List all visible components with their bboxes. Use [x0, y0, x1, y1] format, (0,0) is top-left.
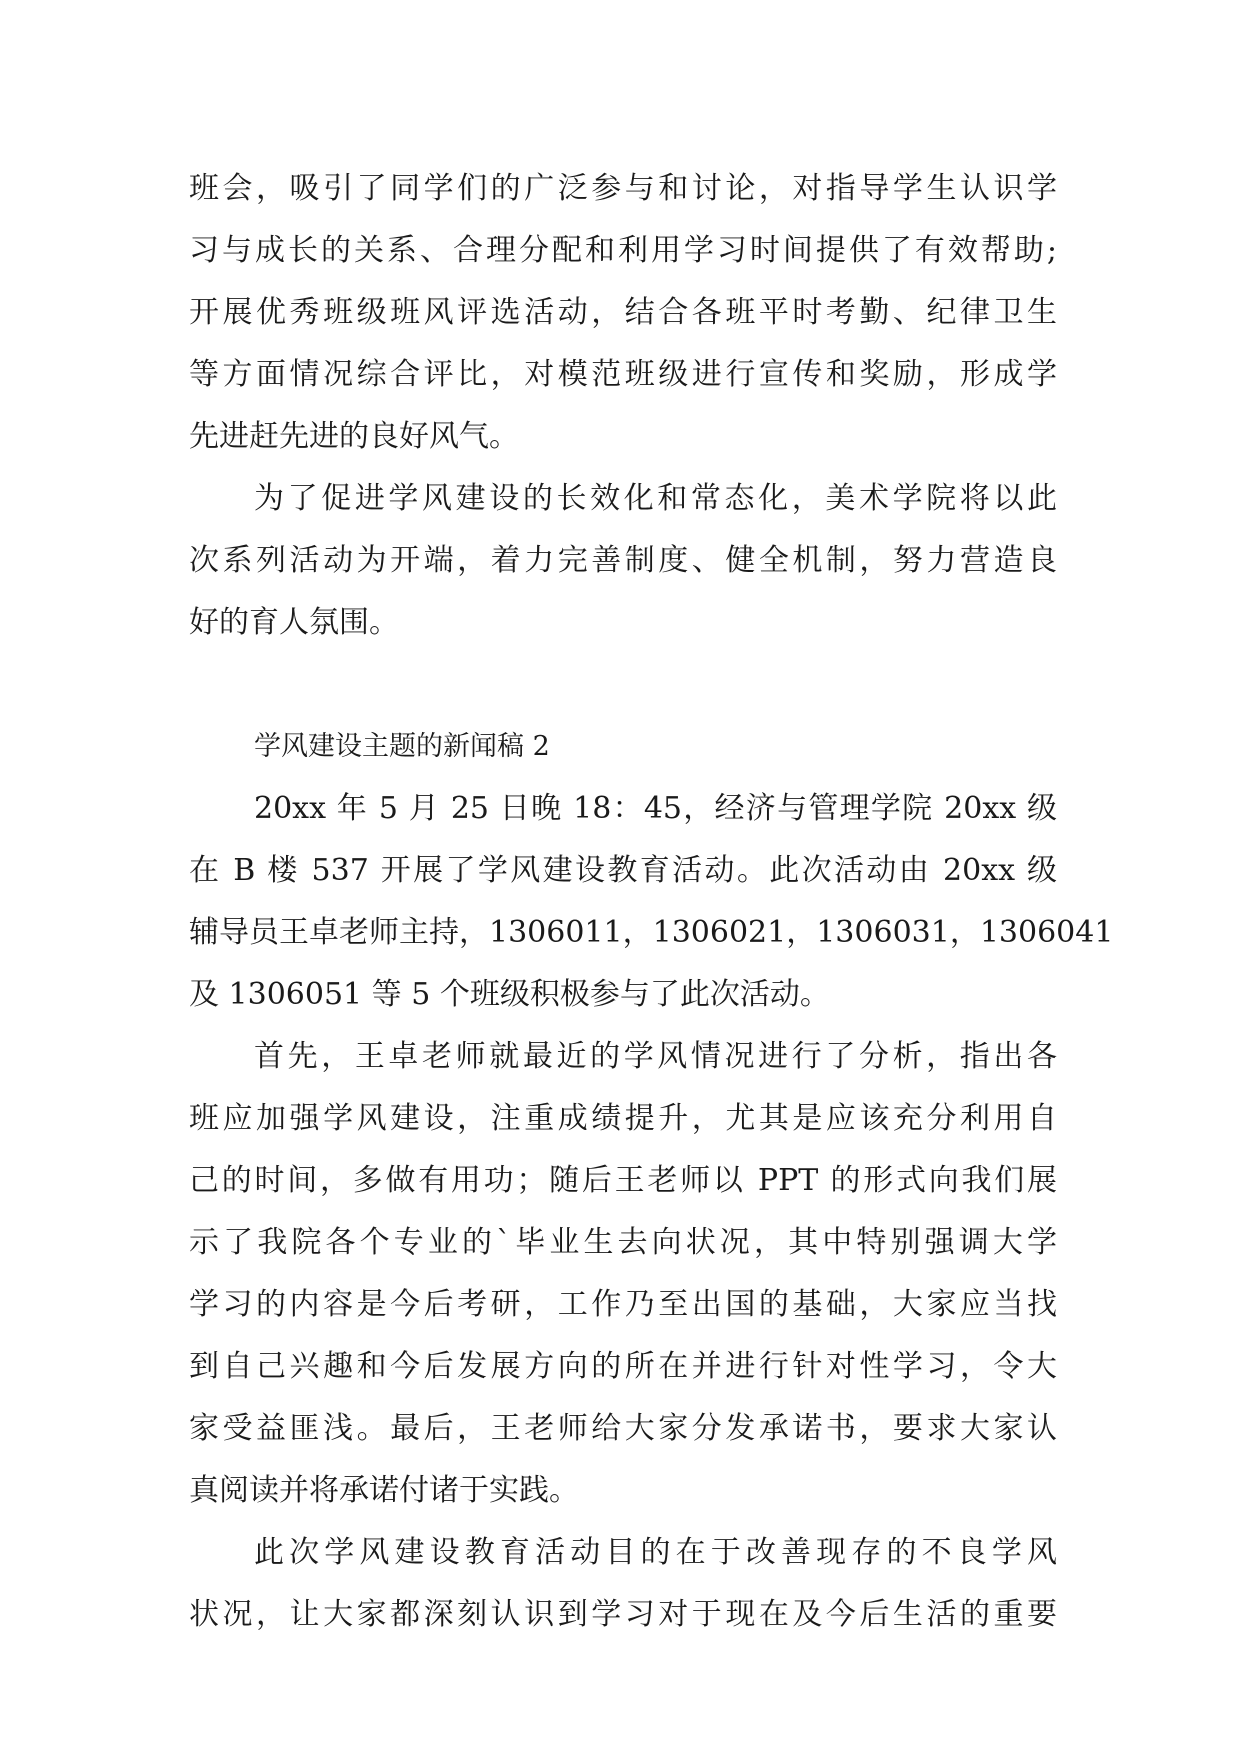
paragraph — [189, 1026, 1057, 1522]
text-line: 在 B 楼 537 开展了学风建设教育活动。此次活动由 20xx 级 — [189, 853, 1057, 888]
paragraph — [189, 778, 1114, 1026]
paragraph — [189, 1522, 1057, 1646]
spacer — [189, 654, 1057, 716]
text-line: 班应加强学风建设，注重成绩提升，尤其是应该充分利用自 — [189, 1101, 1057, 1136]
text-line: 等方面情况综合评比，对模范班级进行宣传和奖励，形成学 — [189, 357, 1057, 392]
text-line: 真阅读并将承诺付诸于实践。 — [189, 1473, 579, 1508]
text-line: 好的育人氛围。 — [189, 605, 399, 640]
text-line: 到自己兴趣和今后发展方向的所在并进行针对性学习，令大 — [189, 1349, 1057, 1384]
text-line: 及 1306051 等 5 个班级积极参与了此次活动。 — [189, 977, 830, 1012]
paragraph — [189, 158, 1057, 468]
text-line: 此次学风建设教育活动目的在于改善现存的不良学风 — [254, 1535, 1057, 1570]
text-line: 先进赶先进的良好风气。 — [189, 419, 519, 454]
text-line: 开展优秀班级班风评选活动，结合各班平时考勤、纪律卫生 — [189, 295, 1057, 330]
text-line: 为了促进学风建设的长效化和常态化，美术学院将以此 — [254, 481, 1057, 516]
text-line: 学习的内容是今后考研，工作乃至出国的基础，大家应当找 — [189, 1287, 1057, 1322]
text-line: 状况，让大家都深刻认识到学习对于现在及今后生活的重要 — [189, 1597, 1057, 1632]
text-line: 班会，吸引了同学们的广泛参与和讨论，对指导学生认识学 — [189, 171, 1057, 206]
text-line: 20xx 年 5 月 25 日晚 18：45，经济与管理学院 20xx 级 — [254, 791, 1057, 826]
text-line: 习与成长的关系、合理分配和利用学习时间提供了有效帮助; — [189, 233, 1057, 268]
text-line: 己的时间，多做有用功；随后王老师以 PPT 的形式向我们展 — [189, 1163, 1057, 1198]
document-body — [189, 158, 1114, 1646]
paragraph — [189, 468, 1057, 654]
text-line: 示了我院各个专业的`毕业生去向状况，其中特别强调大学 — [189, 1225, 1057, 1260]
text-line: 首先，王卓老师就最近的学风情况进行了分析，指出各 — [254, 1039, 1057, 1074]
text-line: 次系列活动为开端，着力完善制度、健全机制，努力营造良 — [189, 543, 1057, 578]
text-line: 家受益匪浅。最后，王老师给大家分发承诺书，要求大家认 — [189, 1411, 1057, 1446]
section-title: 学风建设主题的新闻稿 2 — [254, 731, 550, 762]
text-line: 辅导员王卓老师主持，1306011，1306021，1306031，1306041 — [189, 915, 1114, 950]
